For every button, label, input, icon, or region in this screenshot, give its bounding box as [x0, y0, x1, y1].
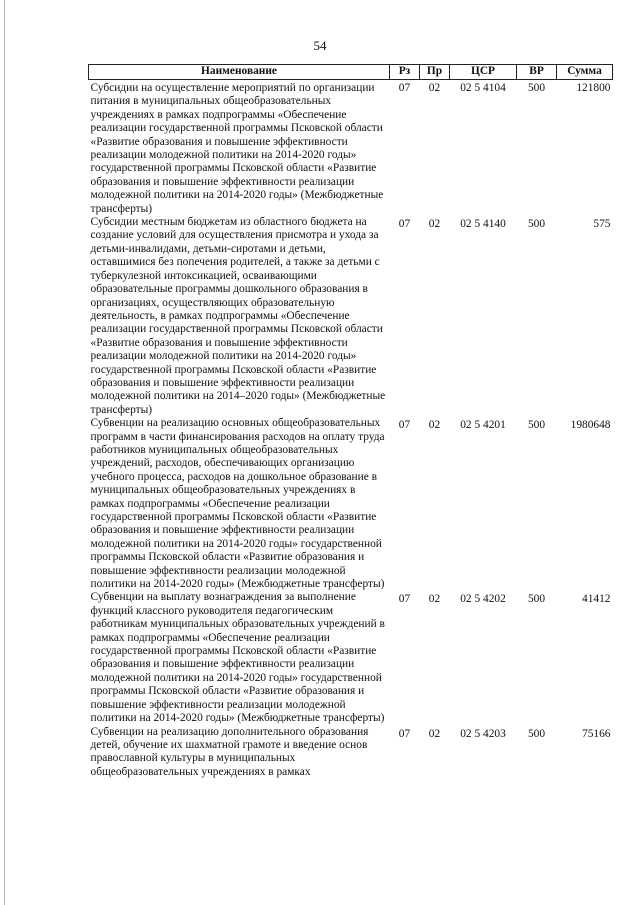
- table-row: [89, 216, 613, 417]
- table-header-row: [89, 65, 613, 80]
- table-row: [89, 591, 613, 725]
- table-row: [89, 80, 613, 217]
- row-name: Субсидии местным бюджетам из областного бюджета на создание условий для осуществления присмотра и ухода за детьми-инвалидами, детьми-сиротами и детьми, оставшимися без попечения родителей, а также за детьми с туберкулезной интоксикацией, осваивающими образовательные программы дошкольного образования в организациях, осуществляющих образовательную деятельность, в рамках подпрограммы «Обеспечение реализации государственной программы Псковской области «Развитие образования и повышение эффективности реализации молодежной политики на 2014-2020 годы» государственной программы Псковской области «Развитие образования и повышение эффективности реализации молодежной политики на 2014–2020 годы» (Межбюджетные трансферты): [90, 216, 386, 416]
- row-pr: 02: [428, 82, 441, 94]
- row-csr: 02 5 4203: [460, 727, 506, 740]
- row-csr: 02 5 4202: [460, 593, 506, 606]
- row-pr: 02: [428, 218, 441, 231]
- row-pr: 02: [428, 727, 441, 740]
- table-row: [89, 417, 613, 591]
- page-number: 54: [313, 38, 327, 53]
- budget-table: [88, 64, 613, 779]
- row-sum: 41412: [582, 593, 611, 606]
- row-rz: 07: [398, 82, 411, 94]
- row-name: Субвенции на реализацию дополнительного образования детей, обучение их шахматной грамоте и введение основ православной культуры в муниципальных общеобразовательных учреждениях в рамках: [90, 725, 369, 778]
- row-rz: 07: [398, 218, 411, 231]
- scan-edge-line: [4, 0, 5, 905]
- table-row: [89, 726, 613, 780]
- row-csr: 02 5 4140: [460, 218, 506, 231]
- row-name: Субвенции на реализацию основных общеобразовательных программ в части финансирования расходов на оплату труда работников муниципальных общеобразовательных учреждений, расходов, обеспечивающих организацию учебного процесса, расходов на дошкольное образование в муниципальных общеобразовательных учреждениях в рамках подпрограммы «Обеспечение реализации государственной программы Псковской области «Развитие образования и повышение эффективности реализации молодежной политики на 2014-2020 годы» государственной программы Псковской области «Развитие образования и повышение эффективности реализации молодежной политики на 2014-2020 годы» (Межбюджетные трансферты): [90, 417, 385, 591]
- row-vr: 500: [527, 82, 546, 94]
- row-name: Субсидии на осуществление мероприятий по организации питания в муниципальных общеобразовательных учреждениях в рамках подпрограммы «Обеспечение реализации государственной программы Псковской области «Развитие образования и повышение эффективности реализации молодежной политики на 2014-2020 годы» государственной программы Псковской области «Развитие образования и повышение эффективности реализации молодежной политики на 2014-2020 годы» (Межбюджетные трансферты): [90, 82, 384, 215]
- row-rz: 07: [398, 727, 411, 740]
- row-name: Субвенции на выплату вознаграждения за выполнение функций классного руководителя педагогическим работникам муниципальных образовательных учреждений в рамках подпрограммы «Обеспечение реализации государственной программы Псковской области «Развитие образования и повышение эффективности реализации молодежной политики на 2014-2020 годы» государственной программы Псковской области «Развитие образования и повышение эффективности реализации молодежной политики на 2014-2020 годы» (Межбюджетные трансферты): [90, 591, 385, 725]
- row-pr: 02: [428, 593, 441, 606]
- row-csr: 02 5 4104: [460, 82, 506, 94]
- row-vr: 500: [527, 218, 546, 231]
- header-pr: Пр: [420, 65, 450, 80]
- row-csr: 02 5 4201: [460, 419, 506, 432]
- header-rz: Рз: [390, 65, 420, 80]
- row-vr: 500: [527, 727, 546, 740]
- header-csr: ЦСР: [450, 65, 517, 80]
- row-sum: 121800: [576, 82, 611, 94]
- row-vr: 500: [527, 593, 546, 606]
- header-vr: ВР: [517, 65, 557, 80]
- row-rz: 07: [398, 593, 411, 606]
- row-sum: 1980648: [570, 419, 611, 432]
- header-sum: Сумма: [557, 65, 613, 80]
- row-vr: 500: [527, 419, 546, 432]
- row-rz: 07: [398, 419, 411, 432]
- header-name: Наименование: [89, 65, 390, 80]
- row-sum: 75166: [582, 727, 611, 740]
- row-pr: 02: [428, 419, 441, 432]
- row-sum: 575: [593, 218, 611, 231]
